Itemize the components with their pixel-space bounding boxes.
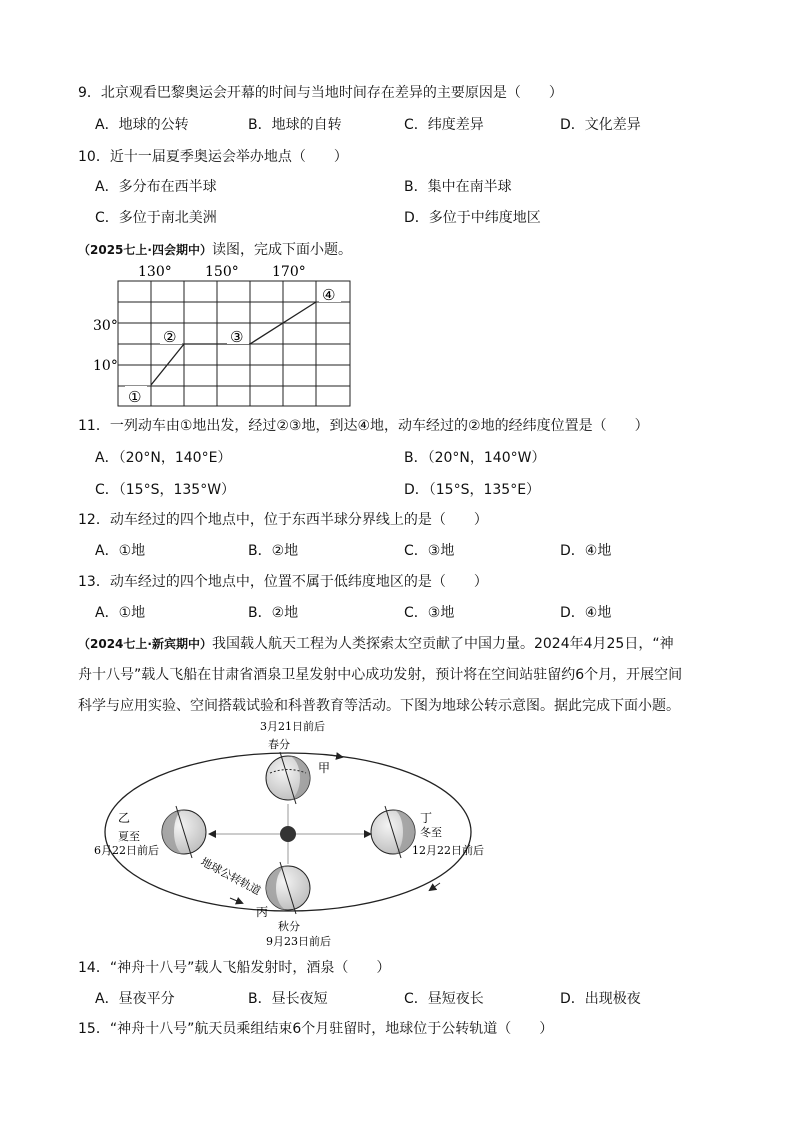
q13-option-c[interactable]: C．③地 bbox=[404, 605, 455, 621]
point-1-label: ① bbox=[128, 388, 142, 406]
group1-source: （2025七上·四会期中） bbox=[78, 243, 212, 257]
group2-line2: 舟十八号”载人飞船在甘肃省酒泉卫星发射中心成功发射，预计将在空间站驻留约6个月，开展空间 bbox=[78, 667, 683, 683]
q10-option-b[interactable]: B．集中在南半球 bbox=[404, 179, 512, 195]
group1-text: 读图，完成下面小题。 bbox=[211, 242, 352, 258]
point-3-label: ③ bbox=[230, 328, 244, 346]
q14-stem: 14．“神舟十八号”载人飞船发射时，酒泉（ ） bbox=[78, 960, 391, 976]
point-1 bbox=[125, 386, 147, 406]
orbit-path-label: 地球公转轨道 bbox=[198, 855, 263, 898]
q14-option-c[interactable]: C．昼短夜长 bbox=[404, 991, 484, 1007]
earth-winter bbox=[371, 806, 415, 858]
q12-option-d[interactable]: D．④地 bbox=[560, 543, 612, 559]
grid-top-label-170: 170° bbox=[272, 264, 306, 280]
q14-option-a[interactable]: A．昼夜平分 bbox=[95, 991, 175, 1007]
autumn-label: 秋分 bbox=[278, 920, 300, 933]
bing-label: 丙 bbox=[256, 905, 269, 919]
grid-left-label-10: 10° bbox=[93, 358, 118, 374]
orbit-arrow-left bbox=[230, 898, 242, 903]
spring-date-label: 3月21日前后 bbox=[260, 720, 325, 733]
q10-option-a[interactable]: A．多分布在西半球 bbox=[95, 179, 217, 195]
ding-label: 丁 bbox=[420, 811, 433, 825]
earth-orbit-diagram bbox=[80, 718, 500, 954]
q11-option-a[interactable]: A．（20°N，140°E） bbox=[95, 450, 232, 466]
spring-label: 春分 bbox=[268, 738, 290, 751]
grid-left-label-30: 30° bbox=[93, 318, 118, 334]
q13-option-d[interactable]: D．④地 bbox=[560, 605, 612, 621]
q12-option-a[interactable]: A．①地 bbox=[95, 543, 146, 559]
orbit-arrow-right bbox=[430, 883, 440, 890]
winter-label: 冬至 bbox=[420, 826, 442, 839]
q9-option-c[interactable]: C．纬度差异 bbox=[404, 117, 484, 133]
summer-label: 夏至 bbox=[118, 830, 140, 843]
autumn-date-label: 9月23日前后 bbox=[266, 935, 331, 948]
q15-stem: 15．“神舟十八号”航天员乘组结束6个月驻留时，地球位于公转轨道（ ） bbox=[78, 1021, 554, 1037]
point-4-label: ④ bbox=[322, 286, 336, 304]
grid-top-label-150: 150° bbox=[205, 264, 239, 280]
q13-stem: 13．动车经过的四个地点中，位置不属于低纬度地区的是（ ） bbox=[78, 574, 488, 590]
q9-option-b[interactable]: B．地球的自转 bbox=[248, 117, 342, 133]
point-2 bbox=[160, 326, 182, 346]
point-2-label: ② bbox=[163, 328, 177, 346]
q11-stem: 11．一列动车由①地出发，经过②③地，到达④地，动车经过的②地的经纬度位置是（ ） bbox=[78, 418, 649, 434]
q13-option-b[interactable]: B．②地 bbox=[248, 605, 299, 621]
group2-text-line1: 我国载人航天工程为人类探索太空贡献了中国力量。2024年4月25日，“神 bbox=[211, 636, 674, 652]
point-4 bbox=[319, 284, 341, 304]
q12-stem: 12．动车经过的四个地点中，位于东西半球分界线上的是（ ） bbox=[78, 512, 488, 528]
q10-option-d[interactable]: D．多位于中纬度地区 bbox=[404, 210, 541, 226]
q13-option-a[interactable]: A．①地 bbox=[95, 605, 146, 621]
lat-long-grid-figure bbox=[88, 260, 358, 410]
group1-intro bbox=[78, 239, 352, 259]
q11-option-b[interactable]: B．（20°N，140°W） bbox=[404, 450, 546, 466]
q12-option-c[interactable]: C．③地 bbox=[404, 543, 455, 559]
summer-date-label: 6月22日前后 bbox=[94, 844, 159, 857]
earth-autumn bbox=[266, 862, 310, 914]
q11-option-d[interactable]: D．（15°S，135°E） bbox=[404, 482, 541, 498]
q9-option-d[interactable]: D．文化差异 bbox=[560, 117, 641, 133]
q10-stem: 10．近十一届夏季奥运会举办地点（ ） bbox=[78, 149, 348, 165]
q12-option-b[interactable]: B．②地 bbox=[248, 543, 299, 559]
sun bbox=[280, 826, 296, 842]
yi-label: 乙 bbox=[118, 811, 131, 825]
winter-date-label: 12月22日前后 bbox=[412, 844, 484, 857]
point-3 bbox=[227, 326, 249, 346]
q14-option-b[interactable]: B．昼长夜短 bbox=[248, 991, 328, 1007]
group2-line3: 科学与应用实验、空间搭载试验和科普教育等活动。下图为地球公转示意图。据此完成下面小题。 bbox=[78, 698, 680, 714]
group2-source: （2024七上·新宾期中） bbox=[78, 637, 212, 651]
q11-option-c[interactable]: C．（15°S，135°W） bbox=[95, 482, 236, 498]
earth-spring bbox=[266, 752, 310, 804]
jia-label: 甲 bbox=[318, 761, 331, 775]
q14-option-d[interactable]: D．出现极夜 bbox=[560, 991, 641, 1007]
group2-line1 bbox=[78, 633, 674, 653]
grid-top-label-130: 130° bbox=[138, 264, 172, 280]
q9-option-a[interactable]: A．地球的公转 bbox=[95, 117, 189, 133]
q9-stem: 9．北京观看巴黎奥运会开幕的时间与当地时间存在差异的主要原因是（ ） bbox=[78, 85, 563, 101]
earth-summer bbox=[162, 806, 206, 858]
q10-option-c[interactable]: C．多位于南北美洲 bbox=[95, 210, 217, 226]
